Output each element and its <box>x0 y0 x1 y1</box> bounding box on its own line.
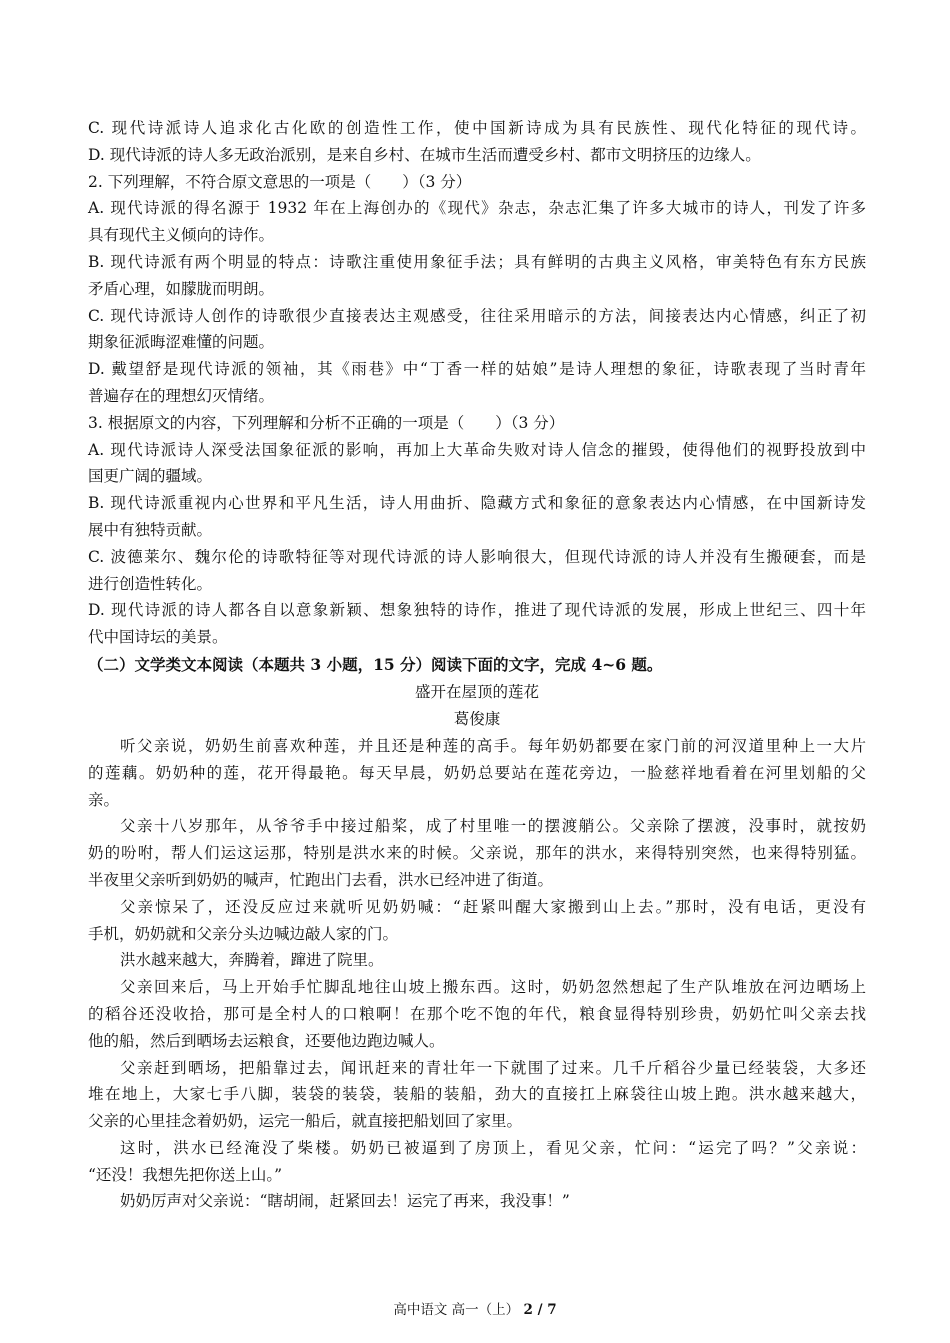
story-paragraph-5-line2: 的稻谷还没收拾，那可是全村人的口粮啊！在那个吃不饱的年代，粮食显得特别珍贵，奶奶忙叫父亲去找 <box>88 1004 866 1023</box>
story-paragraph-4: 洪水越来越大，奔腾着，蹿进了院里。 <box>120 951 384 970</box>
story-paragraph-3-line1: 父亲惊呆了，还没反应过来就听见奶奶喊：“赶紧叫醒大家搬到山上去。”那时，没有电话，更没有 <box>120 897 866 916</box>
story-paragraph-7-line2: “还没！我想先把你送上山。” <box>88 1165 283 1184</box>
q3-option-c-line1: C. 波德莱尔、魏尔伦的诗歌特征等对现代诗派的诗人影响很大，但现代诗派的诗人并没有生搬硬套，而是 <box>88 547 866 566</box>
page-content <box>88 115 866 1215</box>
page-number: 2 / 7 <box>523 1302 557 1318</box>
q2-option-a-line2: 具有现代主义倾向的诗作。 <box>88 226 275 245</box>
q2-option-b-line1: B. 现代诗派有两个明显的特点：诗歌注重使用象征手法；具有鲜明的古典主义风格，审美特色有东方民族 <box>88 252 866 271</box>
q1-option-c: C. 现代诗派诗人追求化古化欧的创造性工作，使中国新诗成为具有民族性、现代化特征的现代诗。 <box>88 119 866 137</box>
q3-option-d-line1: D. 现代诗派的诗人都各自以意象新颖、想象独特的诗作，推进了现代诗派的发展，形成上世纪三、四十年 <box>88 601 866 620</box>
story-paragraph-1-line2: 的莲藕。奶奶种的莲，花开得最艳。每天早晨，奶奶总要站在莲花旁边，一脸慈祥地看着在河里划船的父 <box>88 763 866 782</box>
story-paragraph-2-line1: 父亲十八岁那年，从爷爷手中接过船桨，成了村里唯一的摆渡艄公。父亲除了摆渡，没事时，就按奶 <box>120 817 866 836</box>
story-paragraph-1-line3: 亲。 <box>88 790 120 809</box>
q3-option-a-line2: 国更广阔的疆域。 <box>88 467 213 486</box>
story-paragraph-8: 奶奶厉声对父亲说：“瞎胡闹，赶紧回去！运完了再来，我没事！” <box>120 1192 570 1211</box>
story-paragraph-5-line3: 他的船，然后到晒场去运粮食，还要他边跑边喊人。 <box>88 1031 445 1050</box>
q3-option-b-line2: 展中有独特贡献。 <box>88 520 213 539</box>
q1-option-d: D. 现代诗派的诗人多无政治派别，是来自乡村、在城市生活而遭受乡村、都市文明挤压的边缘人。 <box>88 145 761 164</box>
story-paragraph-6-line3: 父亲的心里挂念着奶奶，运完一船后，就直接把船划回了家里。 <box>88 1112 523 1131</box>
story-paragraph-6-line2: 堆在地上，大家七手八脚，装袋的装袋，装船的装船，劲大的直接扛上麻袋往山坡上跑。洪水越来越大， <box>88 1085 866 1104</box>
q3-option-a-line1: A. 现代诗派诗人深受法国象征派的影响，再加上大革命失败对诗人信念的摧毁，使得他们的视野投放到中 <box>88 440 866 459</box>
story-author: 葛俊康 <box>453 709 501 728</box>
q3-option-d-line2: 代中国诗坛的美景。 <box>88 628 228 647</box>
story-paragraph-3-line2: 手机，奶奶就和父亲分头边喊边敲人家的门。 <box>88 924 399 943</box>
q2-option-d-line1: D. 戴望舒是现代诗派的领袖，其《雨巷》中“丁香一样的姑娘”是诗人理想的象征，诗歌表现了当时青年 <box>88 360 866 379</box>
story-paragraph-1-line1: 听父亲说，奶奶生前喜欢种莲，并且还是种莲的高手。每年奶奶都要在家门前的河汊道里种上一大片 <box>120 736 866 755</box>
q2-option-b-line2: 矛盾心理，如朦胧而明朗。 <box>88 279 275 298</box>
q3-option-c-line2: 进行创造性转化。 <box>88 574 213 593</box>
story-paragraph-5-line1: 父亲回来后，马上开始手忙脚乱地往山坡上搬东西。这时，奶奶忽然想起了生产队堆放在河边晒场上 <box>120 978 866 997</box>
q2-option-d-line2: 普遍存在的理想幻灭情绪。 <box>88 386 275 405</box>
footer-label: 高中语文 高一（上） <box>393 1302 520 1318</box>
story-paragraph-6-line1: 父亲赶到晒场，把船靠过去，闻讯赶来的青壮年一下就围了过来。几千斤稻谷少量已经装袋，大多还 <box>120 1058 866 1077</box>
q2-option-a-line1: A. 现代诗派的得名源于 1932 年在上海创办的《现代》杂志，杂志汇集了许多大城市的诗人，刊发了许多 <box>88 199 866 218</box>
q2-stem: 2. 下列理解，不符合原文意思的一项是（ ）（3 分） <box>88 172 472 191</box>
section-heading: （二）文学类文本阅读（本题共 3 小题，15 分）阅读下面的文字，完成 4~6 题。 <box>88 654 663 674</box>
story-paragraph-2-line3: 半夜里父亲听到奶奶的喊声，忙跑出门去看，洪水已经冲进了街道。 <box>88 870 554 889</box>
q2-option-c-line2: 期象征派晦涩难懂的问题。 <box>88 333 275 352</box>
q2-option-c-line1: C. 现代诗派诗人创作的诗歌很少直接表达主观感受，往往采用暗示的方法，间接表达内心情感，纠正了初 <box>88 306 866 325</box>
story-title: 盛开在屋顶的莲花 <box>414 682 539 701</box>
story-paragraph-7-line1: 这时，洪水已经淹没了柴楼。奶奶已被逼到了房顶上，看见父亲，忙问：“运完了吗？”父亲说： <box>120 1138 866 1157</box>
q3-option-b-line1: B. 现代诗派重视内心世界和平凡生活，诗人用曲折、隐藏方式和象征的意象表达内心情感，在中国新诗发 <box>88 494 866 513</box>
story-paragraph-2-line2: 奶的吩咐，帮人们运这运那，特别是洪水来的时候。父亲说，那年的洪水，来得特别突然，也来得特别猛。 <box>88 844 866 863</box>
page-footer <box>0 1300 950 1320</box>
q3-stem: 3. 根据原文的内容，下列理解和分析不正确的一项是（ ）（3 分） <box>88 413 565 432</box>
